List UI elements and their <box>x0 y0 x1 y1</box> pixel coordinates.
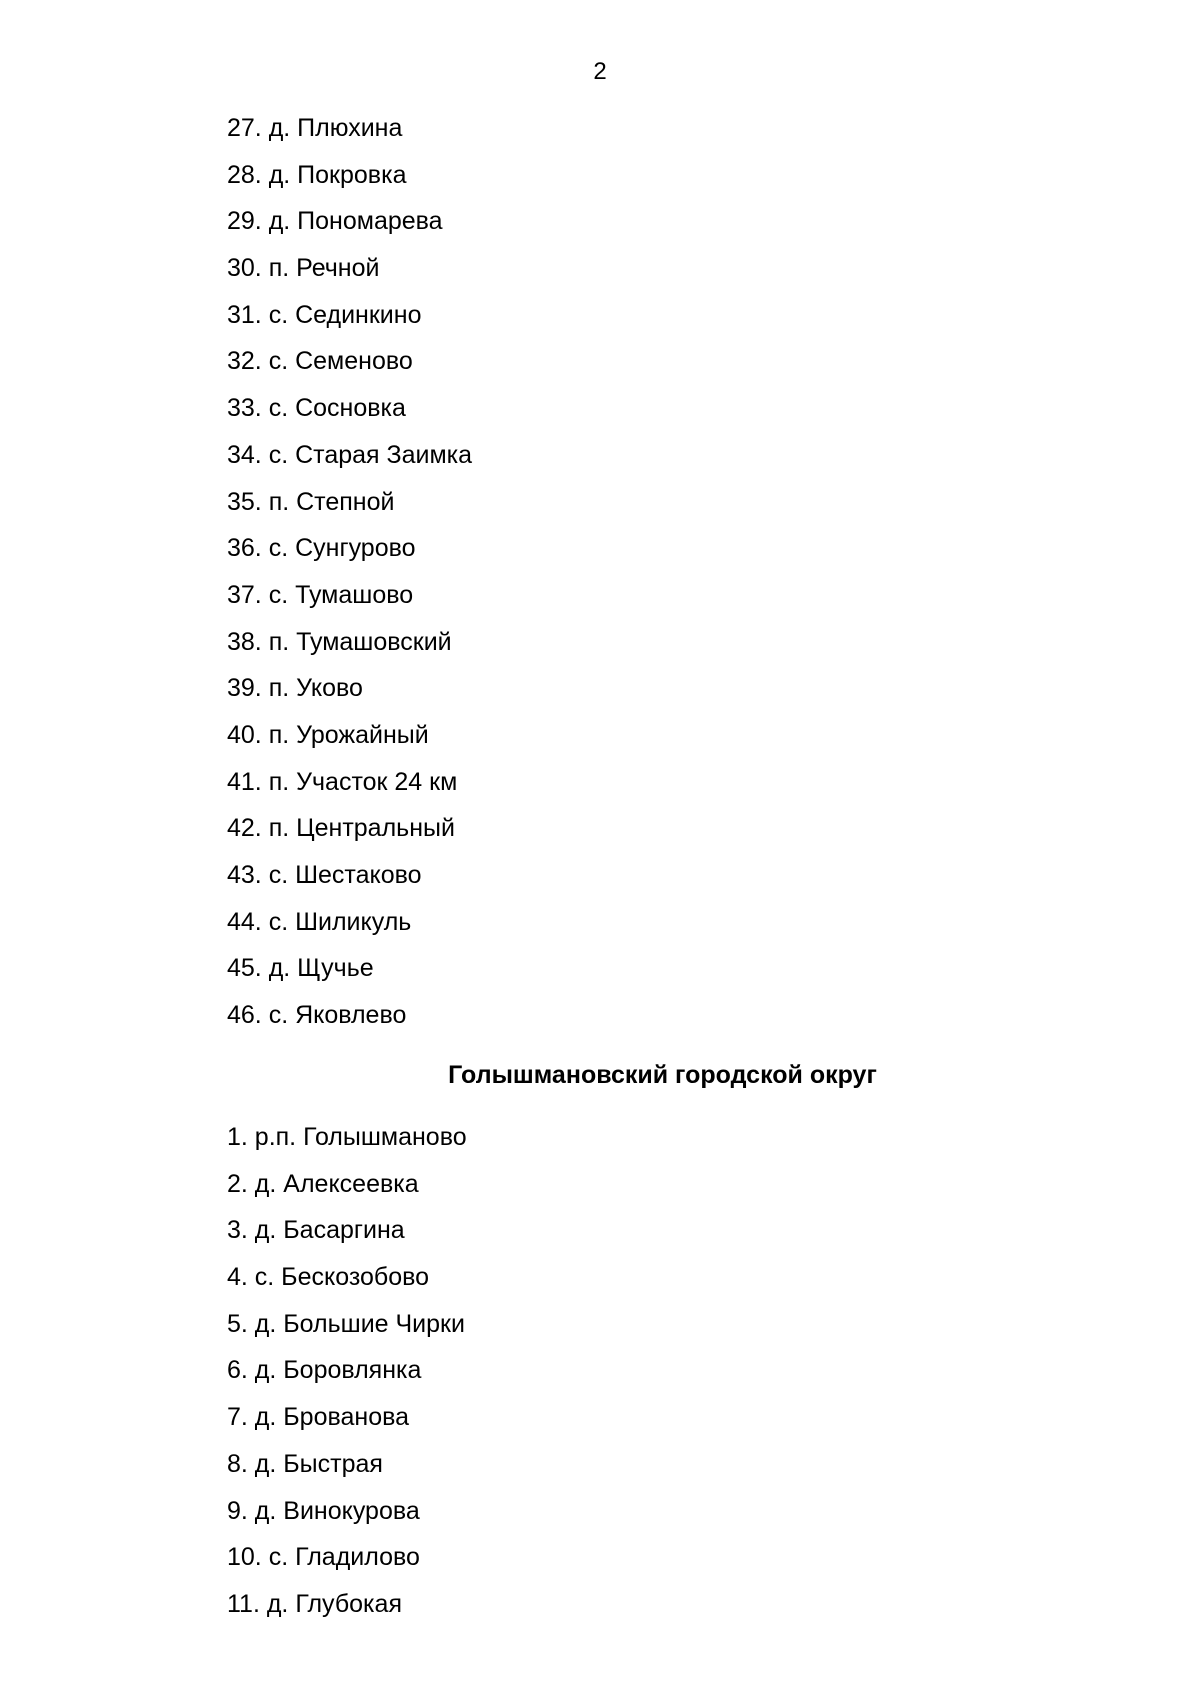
list-item: 32. с. Семеново <box>227 347 413 376</box>
list-item: 37. с. Тумашово <box>227 580 414 609</box>
list-item: 9. д. Винокурова <box>227 1496 420 1525</box>
list-item: 31. с. Сединкино <box>227 300 422 329</box>
page-number: 2 <box>593 58 607 85</box>
list-item: 38. п. Тумашовский <box>227 627 452 656</box>
list-item: 44. с. Шиликуль <box>227 907 412 936</box>
list-item: 45. д. Щучье <box>227 954 374 983</box>
list-item: 40. п. Урожайный <box>227 720 429 749</box>
settlement-list-continued <box>227 113 472 1047</box>
list-item: 5. д. Большие Чирки <box>227 1309 465 1338</box>
list-item: 39. п. Уково <box>227 674 363 703</box>
list-item: 8. д. Быстрая <box>227 1449 383 1478</box>
settlement-list-golyshmanovo <box>227 1122 467 1636</box>
list-item: 28. д. Покровка <box>227 160 407 189</box>
list-item: 27. д. Плюхина <box>227 114 403 142</box>
list-item: 10. с. Гладилово <box>227 1543 420 1572</box>
list-item: 35. п. Степной <box>227 487 395 516</box>
list-item: 29. д. Пономарева <box>227 207 443 236</box>
list-item: 11. д. Глубокая <box>227 1589 402 1618</box>
list-item: 4. с. Бескозобово <box>227 1263 430 1292</box>
list-item: 7. д. Брованова <box>227 1403 410 1432</box>
list-item: 30. п. Речной <box>227 254 380 283</box>
list-item: 1. р.п. Голышманово <box>227 1123 467 1151</box>
list-item: 42. п. Центральный <box>227 814 455 843</box>
section-heading: Голышмановский городской округ <box>448 1061 877 1089</box>
list-item: 2. д. Алексеевка <box>227 1169 419 1198</box>
list-item: 36. с. Сунгурово <box>227 534 416 563</box>
list-item: 46. с. Яковлево <box>227 1001 407 1030</box>
list-item: 34. с. Старая Заимка <box>227 440 473 469</box>
list-item: 33. с. Сосновка <box>227 394 406 423</box>
list-item: 6. д. Боровлянка <box>227 1356 422 1385</box>
list-item: 43. с. Шестаково <box>227 861 422 889</box>
list-item: 41. п. Участок 24 км <box>227 767 458 796</box>
list-item: 3. д. Басаргина <box>227 1216 405 1245</box>
